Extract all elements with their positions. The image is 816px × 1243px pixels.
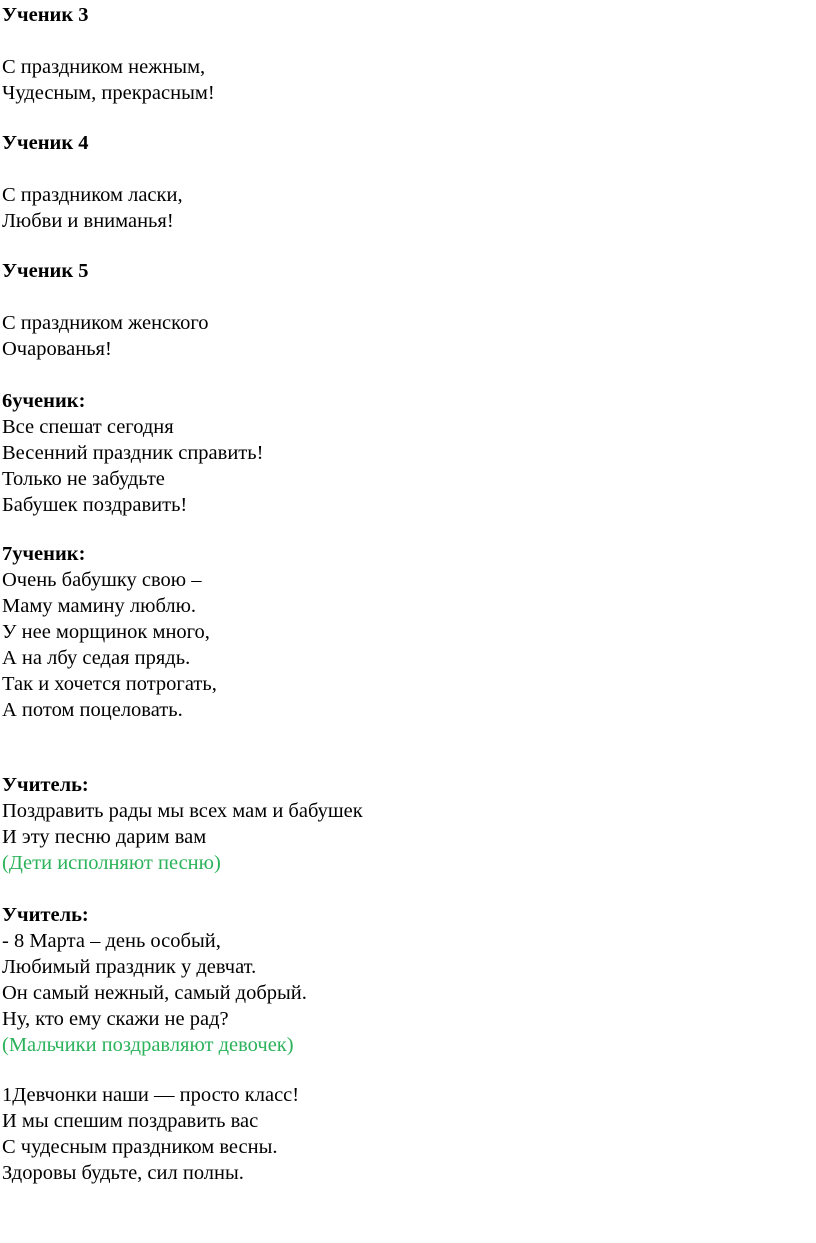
speaker-heading: Ученик 4 xyxy=(2,132,89,154)
verse-line: Все спешат сегодня xyxy=(2,416,174,438)
speaker-heading: 7ученик: xyxy=(2,543,86,565)
verse-line: Только не забудьте xyxy=(2,468,165,490)
verse-line: Так и хочется потрогать, xyxy=(2,673,217,695)
verse-line: Маму мамину люблю. xyxy=(2,595,197,617)
verse-line: 1Девчонки наши — просто класс! xyxy=(2,1084,300,1106)
verse-line: Весенний праздник справить! xyxy=(2,442,264,464)
speaker-heading: Учитель: xyxy=(2,904,89,926)
verse-line: С праздником нежным, xyxy=(2,56,206,78)
verse-line: Поздравить рады мы всех мам и бабушек xyxy=(2,800,363,822)
speaker-heading: Ученик 5 xyxy=(2,260,89,282)
verse-line: У нее морщинок много, xyxy=(2,621,210,643)
verse-line: Бабушек поздравить! xyxy=(2,494,188,516)
verse-line: Очень бабушку свою – xyxy=(2,569,202,591)
verse-line: Любви и вниманья! xyxy=(2,210,174,232)
verse-line: И эту песню дарим вам xyxy=(2,826,207,848)
verse-line: А на лбу седая прядь. xyxy=(2,647,191,669)
verse-line: Любимый праздник у девчат. xyxy=(2,956,257,978)
verse-line: С праздником ласки, xyxy=(2,184,183,206)
speaker-heading: Ученик 3 xyxy=(2,4,89,26)
stage-direction: (Мальчики поздравляют девочек) xyxy=(2,1034,294,1056)
verse-line: Чудесным, прекрасным! xyxy=(2,82,215,104)
verse-line: И мы спешим поздравить вас xyxy=(2,1110,259,1132)
stage-direction: (Дети исполняют песню) xyxy=(2,852,221,874)
verse-line: Ну, кто ему скажи не рад? xyxy=(2,1008,229,1030)
verse-line: А потом поцеловать. xyxy=(2,699,183,721)
verse-line: С праздником женского xyxy=(2,312,209,334)
verse-line: Здоровы будьте, сил полны. xyxy=(2,1162,244,1184)
verse-line: - 8 Марта – день особый, xyxy=(2,930,221,952)
verse-line: Он самый нежный, самый добрый. xyxy=(2,982,307,1004)
verse-line: С чудесным праздником весны. xyxy=(2,1136,278,1158)
speaker-heading: 6ученик: xyxy=(2,390,86,412)
speaker-heading: Учитель: xyxy=(2,774,89,796)
verse-line: Очарованья! xyxy=(2,338,112,360)
